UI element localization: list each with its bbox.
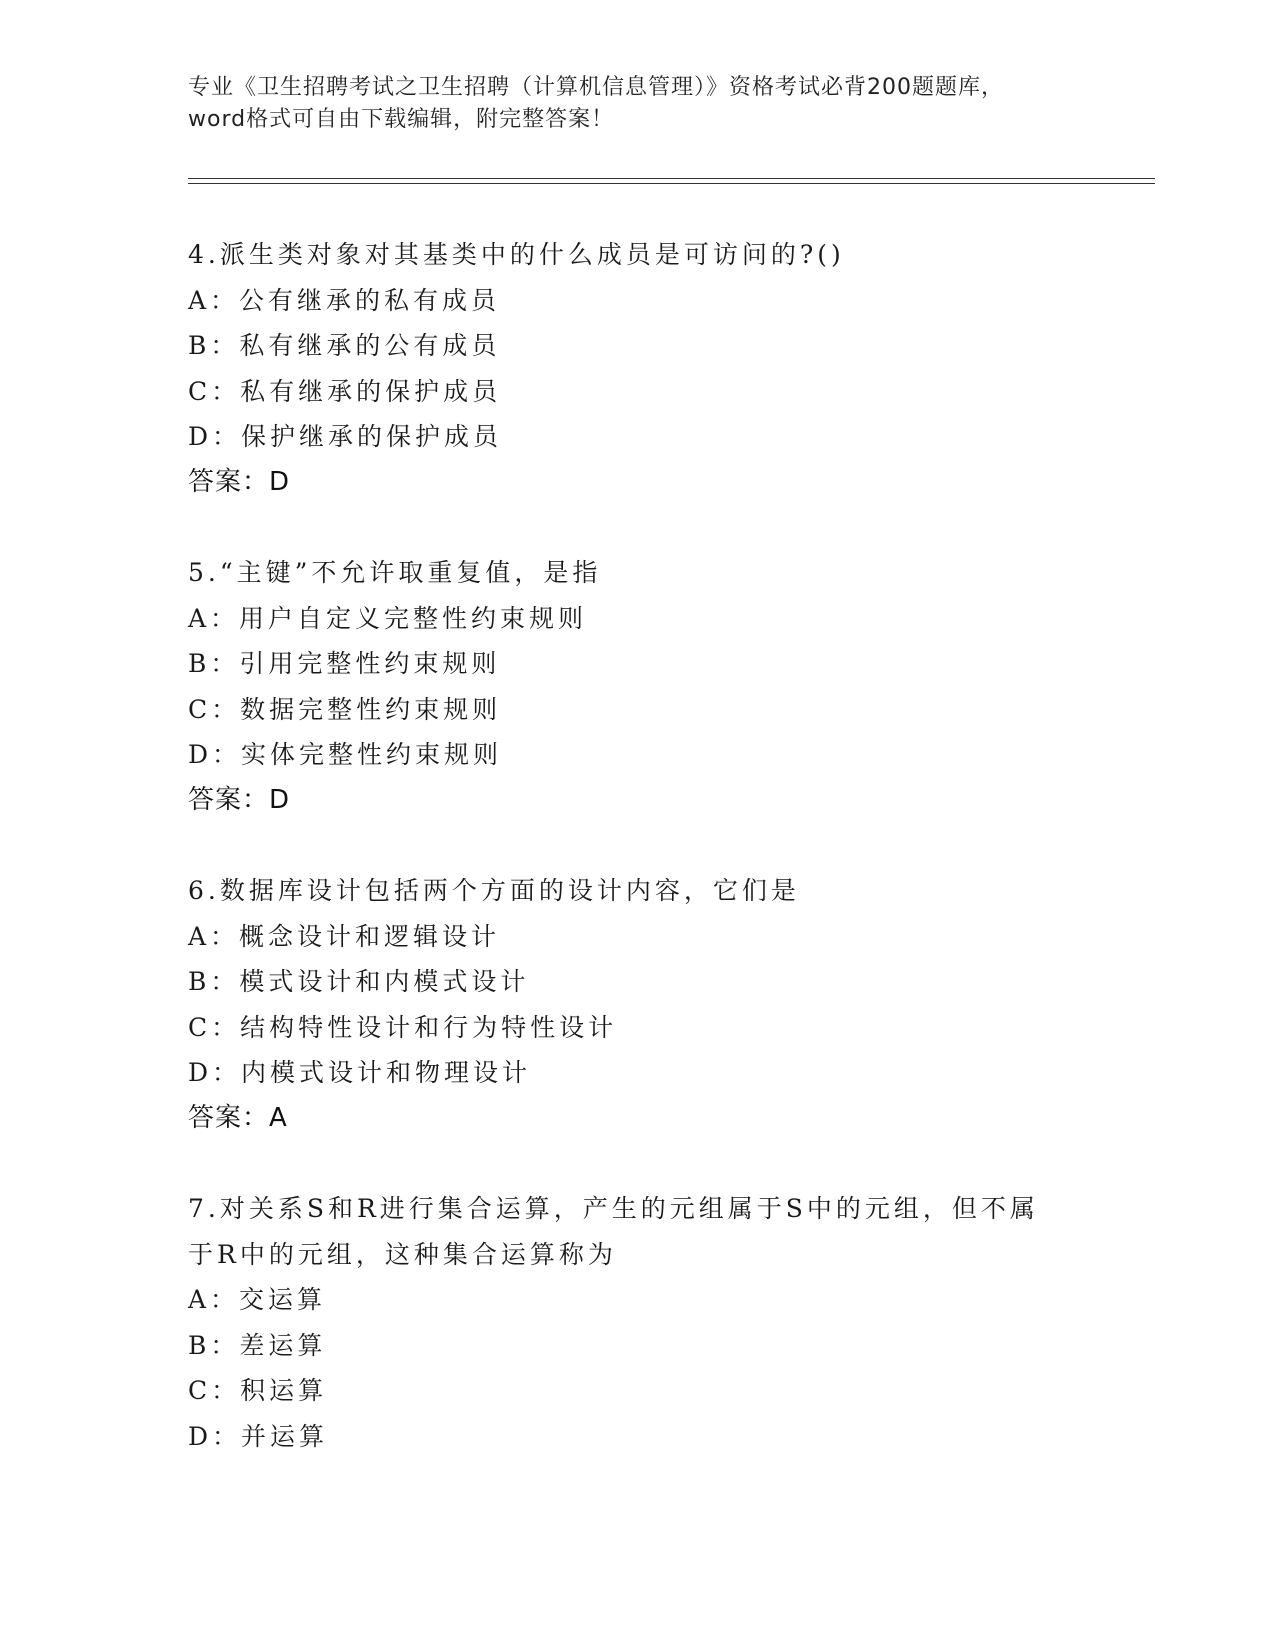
- option-b: B：差运算: [188, 1330, 327, 1360]
- question-list: [188, 232, 1088, 1504]
- answer-line: 答案：D: [188, 466, 291, 497]
- question-6: [188, 868, 1088, 1141]
- question-4: [188, 232, 1088, 505]
- question-stem-line-2: 于R中的元组，这种集合运算称为: [188, 1239, 617, 1269]
- question-stem-line-1: 7.对关系S和R进行集合运算，产生的元组属于S中的元组，但不属: [188, 1194, 1039, 1223]
- option-b: B：模式设计和内模式设计: [188, 967, 530, 996]
- option-c: C：私有继承的保护成员: [188, 376, 502, 406]
- question-5: [188, 550, 1088, 823]
- option-c: C：数据完整性约束规则: [188, 694, 502, 724]
- document-header: [188, 72, 1088, 136]
- option-a: A：公有继承的私有成员: [188, 285, 501, 315]
- answer-line: 答案：A: [188, 1102, 288, 1133]
- header-rule-bottom: [188, 183, 1155, 184]
- question-stem: 4.派生类对象对其基类中的什么成员是可访问的?(): [188, 240, 845, 269]
- question-stem: 5.“主键”不允许取重复值，是指: [188, 558, 602, 587]
- answer-line: 答案：D: [188, 784, 291, 815]
- option-c: C：结构特性设计和行为特性设计: [188, 1012, 618, 1042]
- option-c: C：积运算: [188, 1376, 328, 1405]
- option-a: A：用户自定义完整性约束规则: [188, 603, 588, 633]
- question-7: [188, 1186, 1088, 1459]
- header-rule-top: [188, 178, 1155, 179]
- header-line-2: word格式可自由下载编辑，附完整答案！: [188, 107, 615, 132]
- question-stem: 6.数据库设计包括两个方面的设计内容，它们是: [188, 876, 800, 905]
- option-d: D：保护继承的保护成员: [188, 422, 503, 451]
- option-d: D：并运算: [188, 1421, 329, 1451]
- option-d: D：实体完整性约束规则: [188, 740, 503, 769]
- option-b: B：私有继承的公有成员: [188, 331, 501, 360]
- option-b: B：引用完整性约束规则: [188, 649, 501, 678]
- option-d: D：内模式设计和物理设计: [188, 1058, 532, 1087]
- header-line-1: 专业《卫生招聘考试之卫生招聘（计算机信息管理）》资格考试必背200题题库，: [188, 75, 1004, 100]
- option-a: A：概念设计和逻辑设计: [188, 921, 501, 951]
- option-a: A：交运算: [188, 1285, 327, 1314]
